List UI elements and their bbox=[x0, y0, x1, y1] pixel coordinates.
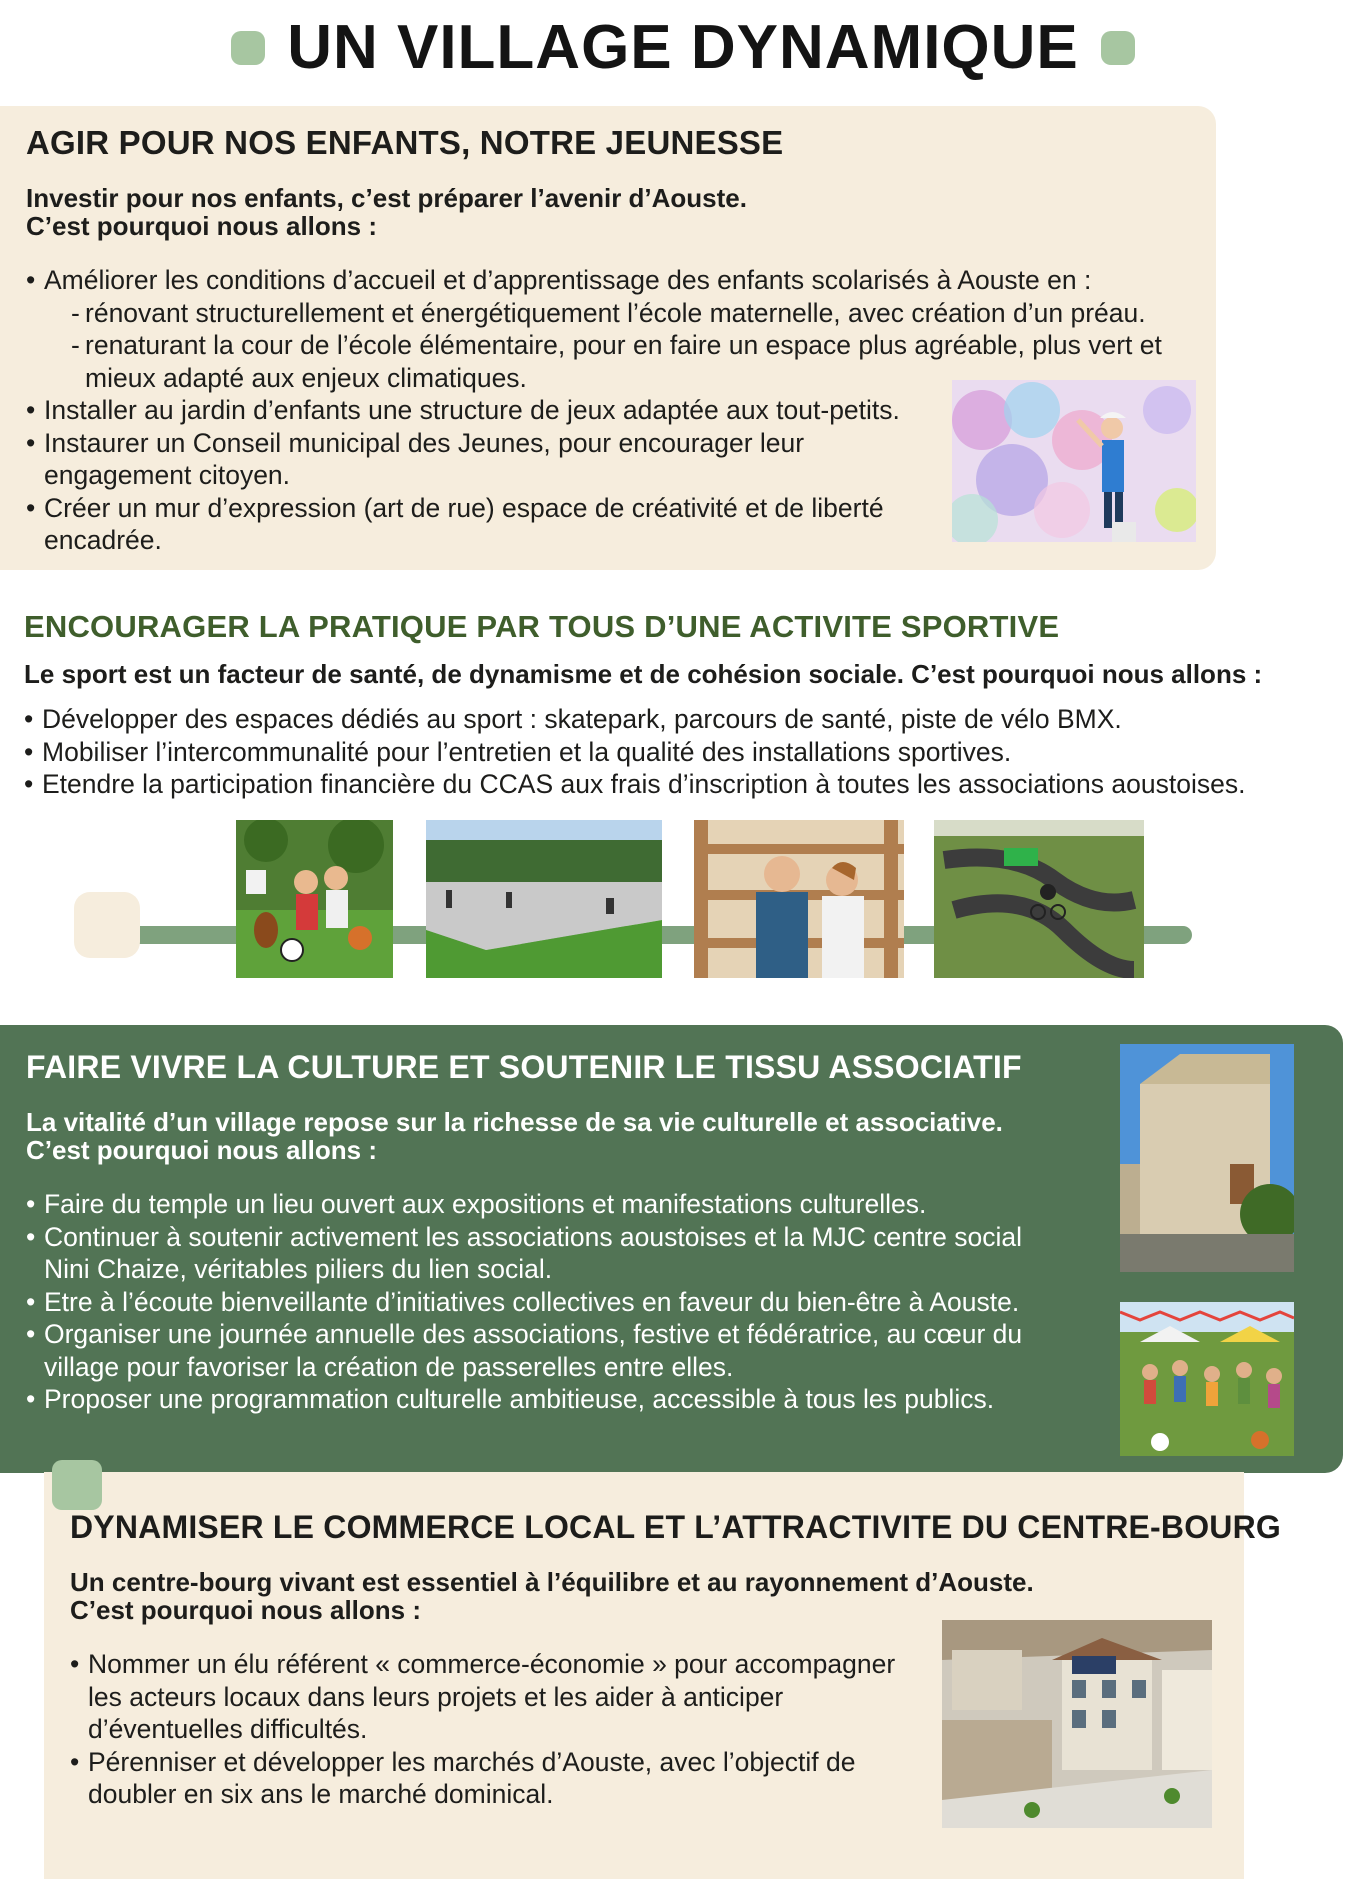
section-sport-lead: Le sport est un facteur de santé, de dynamisme et de cohésion sociale. C’est pourquoi nous allons : bbox=[24, 659, 1263, 689]
culture-bullet-2 bbox=[26, 1221, 1026, 1286]
youth-sub-2: - renaturant la cour de l’école élémentaire, pour en faire un espace plus agréable, plus vert et mieux adapté aux enjeux climatiques. bbox=[71, 329, 1191, 394]
section-youth-lead-line-2: C’est pourquoi nous allons : bbox=[26, 211, 377, 241]
page-title-group bbox=[231, 10, 1135, 86]
village-centre-photo bbox=[942, 1620, 1212, 1828]
section-sport-list bbox=[24, 703, 1344, 801]
fitness-park-photo bbox=[694, 820, 904, 978]
sport-track-start-dot bbox=[74, 892, 140, 958]
section-commerce-lead-line-1: Un centre-bourg vivant est essentiel à l’équilibre et au rayonnement d’Aouste. bbox=[70, 1567, 1034, 1597]
sport-bullet-1-text: Développer des espaces dédiés au sport : skatepark, parcours de santé, piste de vélo BMX. bbox=[42, 704, 1122, 734]
culture-bullet-3-text: Etre à l’écoute bienveillante d’initiatives collectives en faveur du bien-être à Aouste. bbox=[44, 1286, 1020, 1317]
page-title-bar bbox=[0, 10, 1366, 86]
section-culture-list bbox=[26, 1188, 1026, 1416]
youth-bullet-1 bbox=[26, 264, 1196, 297]
youth-bullet-4-text: Créer un mur d’expression (art de rue) espace de créativité et de liberté encadrée. bbox=[44, 492, 884, 555]
youth-bullet-2-text: Installer au jardin d’enfants une structure de jeux adaptée aux tout-petits. bbox=[44, 395, 900, 425]
youth-bullet-3-text: Instaurer un Conseil municipal des Jeunes, pour encourager leur engagement citoyen. bbox=[44, 427, 805, 490]
section-culture-lead bbox=[26, 1108, 1003, 1164]
page-title: UN VILLAGE DYNAMIQUE bbox=[287, 13, 1079, 82]
title-dot-left bbox=[231, 31, 265, 65]
bmx-track-photo bbox=[934, 820, 1144, 978]
section-culture-lead-line-2: C’est pourquoi nous allons : bbox=[26, 1135, 377, 1165]
section-commerce-lead-line-2: C’est pourquoi nous allons : bbox=[70, 1595, 421, 1625]
culture-bullet-3 bbox=[26, 1286, 1026, 1319]
skatepark-photo bbox=[426, 820, 662, 978]
sport-bullet-3-text: Etendre la participation financière du CCAS aux frais d’inscription à toutes les associations aoustoises. bbox=[42, 769, 1246, 799]
section-sport-heading: ENCOURAGER LA PRATIQUE PAR TOUS D’UNE ACTIVITE SPORTIVE bbox=[24, 609, 1060, 644]
section-commerce-list bbox=[70, 1648, 930, 1811]
culture-bullet-1-text: Faire du temple un lieu ouvert aux expositions et manifestations culturelles. bbox=[44, 1189, 927, 1219]
section-commerce-corner-dot bbox=[52, 1460, 102, 1510]
youth-bullet-3 bbox=[26, 427, 846, 492]
sport-bullet-2-text: Mobiliser l’intercommunalité pour l’entretien et la qualité des installations sportives. bbox=[42, 736, 1012, 767]
section-commerce-lead bbox=[70, 1568, 1034, 1624]
section-culture-heading: FAIRE VIVRE LA CULTURE ET SOUTENIR LE TISSU ASSOCIATIF bbox=[26, 1049, 1022, 1085]
culture-bullet-1 bbox=[26, 1188, 1026, 1221]
section-youth-lead-line-1: Investir pour nos enfants, c’est préparer l’avenir d’Aouste. bbox=[26, 183, 747, 213]
section-commerce-heading: DYNAMISER LE COMMERCE LOCAL ET L’ATTRACTIVITE DU CENTRE-BOURG bbox=[70, 1509, 1282, 1545]
youth-sub-1: - rénovant structurellement et énergétiquement l’école maternelle, avec création d’un préau. bbox=[71, 297, 1196, 330]
section-culture-lead-line-1: La vitalité d’un village repose sur la richesse de sa vie culturelle et associative. bbox=[26, 1107, 1003, 1137]
sport-bullet-2 bbox=[24, 736, 1344, 769]
sport-bullet-1 bbox=[24, 703, 1344, 736]
festival-photo bbox=[1120, 1302, 1294, 1456]
sport-bullet-3 bbox=[24, 768, 1344, 801]
title-dot-right bbox=[1101, 31, 1135, 65]
youth-bullet-4 bbox=[26, 492, 946, 557]
sport-kids-photo bbox=[236, 820, 393, 978]
culture-bullet-4-text: Organiser une journée annuelle des associations, festive et fédératrice, au cœur du village pour favoriser la création de passerelles entre elles. bbox=[44, 1319, 1023, 1382]
commerce-bullet-2 bbox=[70, 1746, 930, 1811]
commerce-bullet-2-text: Pérenniser et développer les marchés d’Aouste, avec l’objectif de doubler en six ans le marché dominical. bbox=[88, 1746, 856, 1809]
culture-bullet-5-text: Proposer une programmation culturelle ambitieuse, accessible à tous les publics. bbox=[44, 1384, 995, 1414]
street-art-photo bbox=[952, 380, 1196, 542]
culture-bullet-2-text: Continuer à soutenir activement les associations aoustoises et la MJC centre social Nini Chaize, véritables piliers du lien social. bbox=[44, 1221, 1023, 1284]
commerce-bullet-1-text: Nommer un élu référent « commerce-économie » pour accompagner les acteurs locaux dans leurs projets et les aider à anticiper d’éventuelles difficultés. bbox=[88, 1649, 896, 1744]
section-youth-heading: AGIR POUR NOS ENFANTS, NOTRE JEUNESSE bbox=[26, 124, 784, 161]
section-youth-lead bbox=[26, 184, 747, 240]
youth-bullet-1-text: Améliorer les conditions d’accueil et d’apprentissage des enfants scolarisés à Aouste en : bbox=[44, 265, 1092, 295]
culture-bullet-5 bbox=[26, 1383, 1026, 1416]
culture-bullet-4 bbox=[26, 1318, 1026, 1383]
temple-photo bbox=[1120, 1044, 1294, 1272]
commerce-bullet-1 bbox=[70, 1648, 930, 1746]
